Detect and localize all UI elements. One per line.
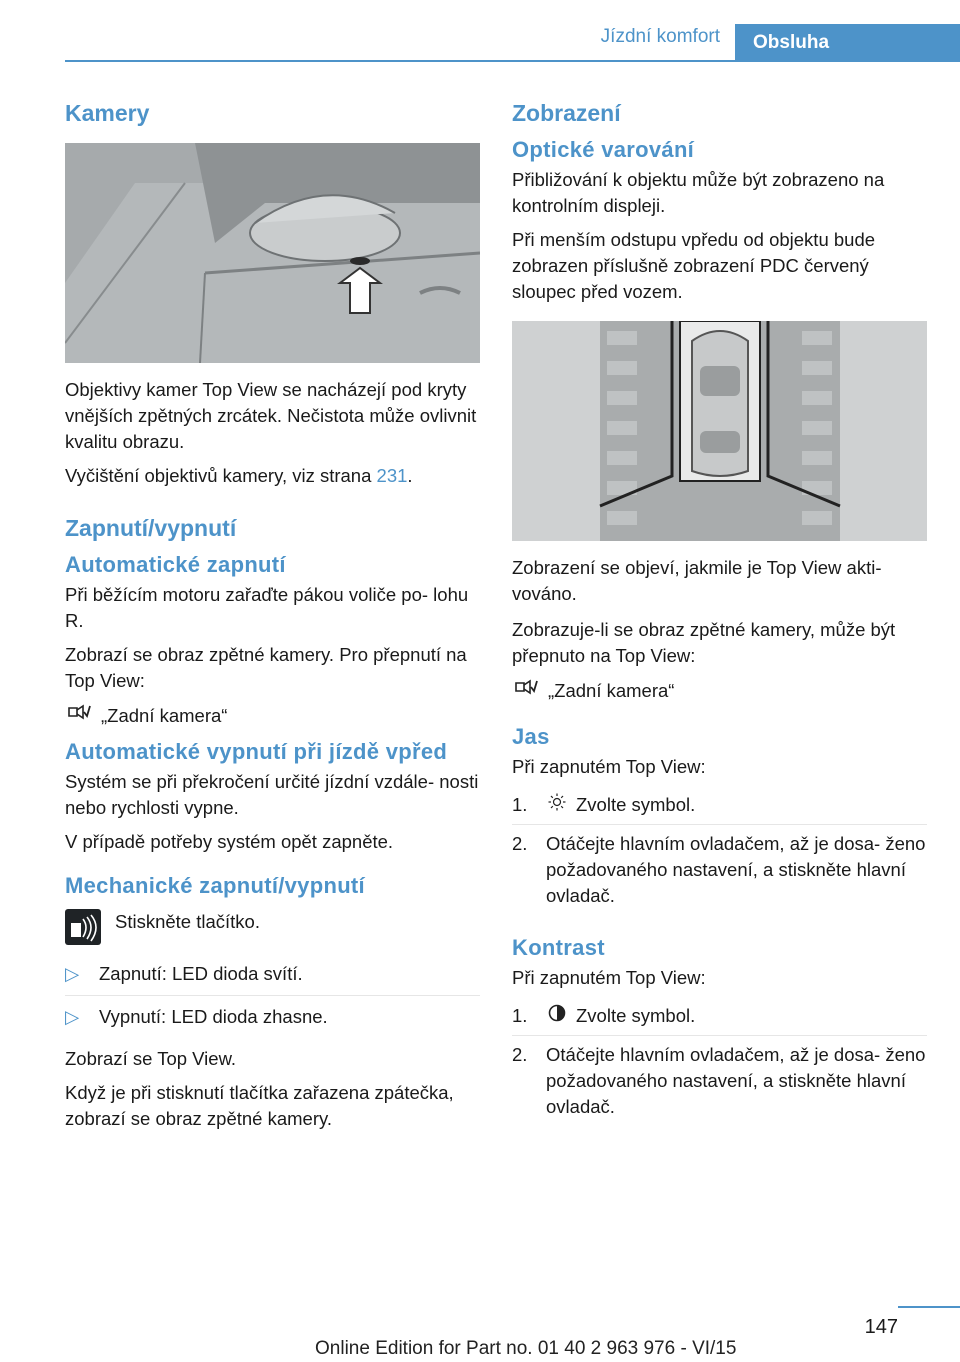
auto-on-icon-line: [65, 702, 480, 729]
mirror-camera-image: [65, 143, 480, 363]
camera-switch-icon: [65, 702, 93, 729]
mech-after-2: Když je při stisknutí tlačítka zařazena zpátečka, zobrazí se obraz zpětné kamery.: [65, 1082, 454, 1129]
auto-on-icon-label: „Zadní kamera“: [101, 704, 228, 726]
intro-p2-prefix: Vyčištění objektivů kamery, viz strana: [65, 465, 377, 486]
display-icon-label: „Zadní kamera“: [548, 679, 675, 701]
auto-off-paragraph-2: V případě potřeby systém opět zapněte.: [65, 831, 394, 852]
step-number: 2.: [512, 1044, 528, 1065]
header-chapter-tab: Obsluha: [735, 24, 960, 61]
step-text: Zvolte symbol.: [576, 1005, 696, 1026]
list-item: [512, 792, 927, 825]
list-item: [65, 961, 480, 996]
step-number: 1.: [512, 1005, 528, 1026]
mech-button-line: [65, 909, 480, 945]
sun-icon: [546, 792, 568, 818]
subheading-brightness: Jas: [512, 724, 550, 749]
subheading-mechanical: Mechanické zapnutí/vypnutí: [65, 873, 365, 898]
auto-on-paragraph-1: Při běžícím motoru zařaďte pákou voliče po‐ lohu R.: [65, 584, 469, 631]
optical-paragraph-2: Při menším odstupu vpředu od objektu bude zobrazen příslušně zobrazení PDC červený sloupec před vozem.: [512, 229, 876, 302]
list-item: [512, 1003, 927, 1036]
mech-list-item-2: Vypnutí: LED dioda zhasne.: [99, 1006, 328, 1027]
page-link-231[interactable]: 231: [376, 465, 408, 486]
camera-switch-icon: [512, 677, 540, 704]
mech-paragraph: Stiskněte tlačítko.: [115, 911, 260, 932]
list-item: [65, 1004, 480, 1038]
display-paragraph-1: Zobrazení se objeví, jakmile je Top View akti‐ vováno.: [512, 557, 882, 604]
triangle-bullet-icon: ▷: [65, 963, 80, 984]
pdc-button-icon: [65, 909, 101, 945]
right-column: [512, 100, 927, 1140]
list-item: [512, 1042, 927, 1126]
subheading-auto-on: Automatické zapnutí: [65, 552, 286, 577]
optical-paragraph-1: Přibližování k objektu může být zobrazeno na kontrolním displeji.: [512, 169, 885, 216]
triangle-bullet-icon: ▷: [65, 1006, 80, 1027]
subheading-optical: Optické varování: [512, 137, 695, 162]
step-text: Zvolte symbol.: [576, 794, 696, 815]
intro-paragraph-2: [65, 463, 480, 489]
step-text: Otáčejte hlavním ovladačem, až je dosa‐ ženo požadovaného nastavení, a stiskněte hlavní ovladač.: [546, 833, 926, 906]
subheading-contrast: Kontrast: [512, 935, 605, 960]
step-number: 1.: [512, 794, 528, 815]
intro-paragraph-1: Objektivy kamer Top View se nacházejí pod kryty vnějších zpětných zrcátek. Nečistota může ovlivnit kvalitu obrazu.: [65, 379, 477, 452]
section-title-cameras: Kamery: [65, 100, 150, 126]
topview-illustration: [512, 321, 927, 541]
left-column: [65, 100, 480, 1140]
contrast-icon: [546, 1003, 568, 1029]
auto-off-paragraph-1: Systém se při překročení určité jízdní vzdále‐ nosti nebo rychlosti vypne.: [65, 771, 479, 818]
section-title-display: Zobrazení: [512, 100, 621, 126]
header-section-tab: Jízdní komfort: [600, 26, 720, 47]
step-number: 2.: [512, 833, 528, 854]
mech-list-item-1: Zapnutí: LED dioda svítí.: [99, 963, 303, 984]
auto-on-paragraph-2: Zobrazí se obraz zpětné kamery. Pro přepnutí na Top View:: [65, 644, 467, 691]
edition-note: Online Edition for Part no. 01 40 2 963 976 - VI/15: [315, 1338, 737, 1359]
section-title-onoff: Zapnutí/vypnutí: [65, 515, 237, 541]
intro-p2-suffix: .: [407, 465, 413, 486]
brightness-steps: [512, 792, 927, 915]
subheading-auto-off: Automatické vypnutí při jízdě vpřed: [65, 739, 448, 764]
list-item: [512, 831, 927, 915]
step-text: Otáčejte hlavním ovladačem, až je dosa‐ ženo požadovaného nastavení, a stiskněte hlavní ovladač.: [546, 1044, 926, 1117]
topview-display-image: [512, 321, 927, 541]
header-rule: [65, 60, 960, 62]
page-number: 147: [864, 1316, 898, 1338]
contrast-intro: Při zapnutém Top View:: [512, 967, 706, 988]
contrast-steps: [512, 1003, 927, 1126]
mirror-illustration: [65, 143, 480, 363]
brightness-intro: Při zapnutém Top View:: [512, 756, 706, 777]
mech-list: [65, 961, 480, 1038]
display-icon-line: [512, 677, 927, 704]
display-paragraph-2: Zobrazuje-li se obraz zpětné kamery, může být přepnuto na Top View:: [512, 619, 896, 666]
mech-after-1: Zobrazí se Top View.: [65, 1048, 237, 1069]
footer-rule: [898, 1306, 960, 1308]
